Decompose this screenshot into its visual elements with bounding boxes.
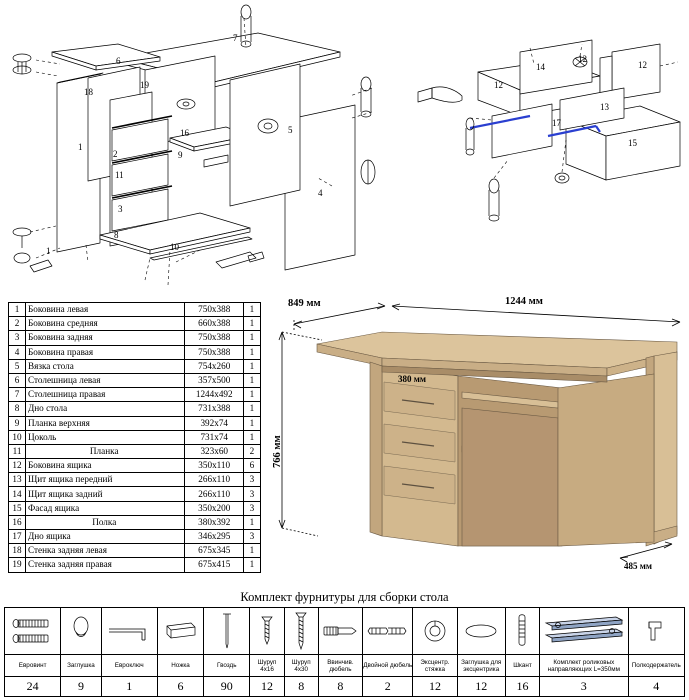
table-row bbox=[9, 430, 261, 444]
kit-item-qty: 9 bbox=[61, 677, 101, 697]
table-row bbox=[9, 373, 261, 387]
dowel-icon bbox=[505, 608, 539, 655]
part-name: Дно стола bbox=[26, 402, 185, 416]
kit-item-name: Заглушка для эксцентрика bbox=[457, 655, 505, 677]
table-row bbox=[9, 530, 261, 544]
dim-bottom-label: 485 мм bbox=[624, 561, 653, 571]
svg-text:12: 12 bbox=[578, 54, 587, 64]
part-size: 350х110 bbox=[185, 459, 243, 473]
svg-text:9: 9 bbox=[178, 150, 183, 160]
kit-item-name: Ввинчив. дюбель bbox=[318, 655, 362, 677]
part-number: 13 bbox=[9, 473, 26, 487]
part-number: 14 bbox=[9, 487, 26, 501]
part-name: Цоколь bbox=[26, 430, 185, 444]
part-number: 1 bbox=[9, 303, 26, 317]
part-qty: 1 bbox=[243, 402, 260, 416]
kit-item-name: Евровинт bbox=[5, 655, 61, 677]
part-qty: 3 bbox=[243, 530, 260, 544]
svg-text:12: 12 bbox=[494, 80, 503, 90]
kit-item-qty: 12 bbox=[457, 677, 505, 697]
part-size: 323х60 bbox=[185, 444, 243, 458]
nail-icon bbox=[204, 608, 250, 655]
svg-text:16: 16 bbox=[180, 128, 189, 138]
finished-desk-illustration bbox=[262, 296, 689, 586]
table-row bbox=[9, 501, 261, 515]
table-row bbox=[9, 459, 261, 473]
part-size: 750х388 bbox=[185, 331, 243, 345]
part-qty: 1 bbox=[243, 388, 260, 402]
svg-text:6: 6 bbox=[116, 56, 121, 66]
svg-text:2: 2 bbox=[113, 149, 118, 159]
part-size: 750х388 bbox=[185, 303, 243, 317]
part-number: 2 bbox=[9, 317, 26, 331]
kit-qty-row bbox=[5, 677, 685, 697]
part-name: Вязка стола bbox=[26, 359, 185, 373]
svg-text:12: 12 bbox=[638, 60, 647, 70]
svg-text:14: 14 bbox=[536, 62, 545, 72]
parts-list-body bbox=[9, 303, 261, 573]
dim-height-label: 766 мм bbox=[272, 435, 283, 468]
svg-text:13: 13 bbox=[600, 102, 609, 112]
table-row bbox=[9, 558, 261, 572]
table-row bbox=[9, 444, 261, 458]
kit-item-name: Шкант bbox=[505, 655, 539, 677]
part-number: 9 bbox=[9, 416, 26, 430]
part-size: 350х200 bbox=[185, 501, 243, 515]
kit-item-name: Ножка bbox=[157, 655, 203, 677]
svg-text:17: 17 bbox=[552, 118, 561, 128]
table-row bbox=[9, 416, 261, 430]
table-row bbox=[9, 317, 261, 331]
dim-width-total-label: 1244 мм bbox=[505, 296, 543, 307]
table-row bbox=[9, 303, 261, 317]
part-size: 660х388 bbox=[185, 317, 243, 331]
kit-item-name: Полкодержатель bbox=[628, 655, 684, 677]
part-size: 380х392 bbox=[185, 515, 243, 529]
kit-item-qty: 12 bbox=[413, 677, 457, 697]
kit-item-name: Шуруп 4х30 bbox=[284, 655, 318, 677]
svg-text:5: 5 bbox=[288, 125, 293, 135]
part-qty: 2 bbox=[243, 444, 260, 458]
part-name: Столешница левая bbox=[26, 373, 185, 387]
part-size: 675х345 bbox=[185, 544, 243, 558]
table-row bbox=[9, 388, 261, 402]
exploded-assembly-diagrams bbox=[0, 0, 689, 295]
part-name: Боковина правая bbox=[26, 345, 185, 359]
part-name: Щит ящика передний bbox=[26, 473, 185, 487]
part-name: Планка верхняя bbox=[26, 416, 185, 430]
part-qty: 1 bbox=[243, 303, 260, 317]
part-number: 16 bbox=[9, 515, 26, 529]
svg-text:7: 7 bbox=[233, 33, 238, 43]
screw-in-dowel-icon bbox=[318, 608, 362, 655]
part-name: Дно ящика bbox=[26, 530, 185, 544]
part-size: 731х74 bbox=[185, 430, 243, 444]
shelf-support-icon bbox=[628, 608, 684, 655]
part-size: 266х110 bbox=[185, 487, 243, 501]
table-row bbox=[9, 402, 261, 416]
part-qty: 3 bbox=[243, 473, 260, 487]
part-qty: 1 bbox=[243, 416, 260, 430]
kit-item-qty: 16 bbox=[505, 677, 539, 697]
screw-4x16-icon bbox=[250, 608, 284, 655]
parts-list-table bbox=[8, 302, 261, 573]
part-name: Боковина средняя bbox=[26, 317, 185, 331]
table-row bbox=[9, 544, 261, 558]
allen-key-icon bbox=[101, 608, 157, 655]
part-qty: 1 bbox=[243, 558, 260, 572]
part-name: Боковина левая bbox=[26, 303, 185, 317]
svg-text:18: 18 bbox=[84, 87, 93, 97]
part-number: 7 bbox=[9, 388, 26, 402]
part-name: Планка bbox=[26, 444, 185, 458]
part-qty: 1 bbox=[243, 544, 260, 558]
kit-item-name: Заглушка bbox=[61, 655, 101, 677]
part-number: 11 bbox=[9, 444, 26, 458]
kit-item-qty: 1 bbox=[101, 677, 157, 697]
table-row bbox=[9, 515, 261, 529]
part-number: 17 bbox=[9, 530, 26, 544]
cabinet-exploded-view bbox=[0, 0, 689, 295]
kit-item-qty: 4 bbox=[628, 677, 684, 697]
svg-text:3: 3 bbox=[118, 204, 123, 214]
kit-item-name: Гвоздь bbox=[204, 655, 250, 677]
part-qty: 1 bbox=[243, 359, 260, 373]
part-size: 392х74 bbox=[185, 416, 243, 430]
cap-icon bbox=[61, 608, 101, 655]
part-size: 1244х492 bbox=[185, 388, 243, 402]
kit-item-qty: 12 bbox=[250, 677, 284, 697]
part-number: 8 bbox=[9, 402, 26, 416]
part-name: Щит ящика задний bbox=[26, 487, 185, 501]
hardware-kit-title: Комплект фурнитуры для сборки стола bbox=[240, 590, 449, 604]
part-number: 6 bbox=[9, 373, 26, 387]
part-number: 10 bbox=[9, 430, 26, 444]
kit-item-qty: 8 bbox=[284, 677, 318, 697]
kit-item-qty: 3 bbox=[540, 677, 629, 697]
part-name: Полка bbox=[26, 515, 185, 529]
foot-icon bbox=[157, 608, 203, 655]
table-row bbox=[9, 487, 261, 501]
dim-depth-left-label: 849 мм bbox=[288, 298, 321, 309]
part-size: 266х110 bbox=[185, 473, 243, 487]
svg-text:15: 15 bbox=[628, 138, 637, 148]
table-row bbox=[9, 473, 261, 487]
svg-text:11: 11 bbox=[115, 170, 124, 180]
part-number: 12 bbox=[9, 459, 26, 473]
kit-item-name: Евроключ bbox=[101, 655, 157, 677]
part-number: 5 bbox=[9, 359, 26, 373]
part-number: 15 bbox=[9, 501, 26, 515]
part-name: Стенка задняя правая bbox=[26, 558, 185, 572]
svg-text:19: 19 bbox=[140, 80, 149, 90]
svg-text:4: 4 bbox=[318, 188, 323, 198]
double-dowel-icon bbox=[363, 608, 413, 655]
table-row bbox=[9, 359, 261, 373]
svg-text:8: 8 bbox=[114, 230, 119, 240]
kit-item-name: Двойной дюбель bbox=[363, 655, 413, 677]
part-name: Столешница правая bbox=[26, 388, 185, 402]
kit-item-qty: 90 bbox=[204, 677, 250, 697]
part-qty: 1 bbox=[243, 317, 260, 331]
kit-icons-row bbox=[5, 608, 685, 655]
screw-4x30-icon bbox=[284, 608, 318, 655]
part-qty: 1 bbox=[243, 515, 260, 529]
kit-item-name: Комплект роликовых направляющих L=350мм bbox=[540, 655, 629, 677]
part-name: Боковина ящика bbox=[26, 459, 185, 473]
part-size: 675х415 bbox=[185, 558, 243, 572]
part-name: Стенка задняя левая bbox=[26, 544, 185, 558]
svg-text:1: 1 bbox=[78, 142, 83, 152]
kit-item-name: Эксцентр. стяжка bbox=[413, 655, 457, 677]
part-number: 19 bbox=[9, 558, 26, 572]
table-row bbox=[9, 345, 261, 359]
kit-names-row bbox=[5, 655, 685, 677]
part-number: 4 bbox=[9, 345, 26, 359]
part-size: 346х295 bbox=[185, 530, 243, 544]
kit-item-qty: 8 bbox=[318, 677, 362, 697]
table-row bbox=[9, 331, 261, 345]
svg-text:1: 1 bbox=[46, 246, 51, 256]
kit-item-name: Шуруп 4х16 bbox=[250, 655, 284, 677]
part-size: 750х388 bbox=[185, 345, 243, 359]
part-size: 731х388 bbox=[185, 402, 243, 416]
part-qty: 1 bbox=[243, 430, 260, 444]
part-qty: 1 bbox=[243, 373, 260, 387]
part-number: 18 bbox=[9, 544, 26, 558]
kit-item-qty: 6 bbox=[157, 677, 203, 697]
cam-lock-icon bbox=[413, 608, 457, 655]
part-number: 3 bbox=[9, 331, 26, 345]
part-size: 754х260 bbox=[185, 359, 243, 373]
part-qty: 1 bbox=[243, 331, 260, 345]
dim-shelf-label: 380 мм bbox=[398, 374, 427, 384]
euro-screw-icon bbox=[5, 608, 61, 655]
kit-item-qty: 24 bbox=[5, 677, 61, 697]
part-name: Боковина задняя bbox=[26, 331, 185, 345]
desk-3d-drawing bbox=[262, 296, 689, 586]
part-qty: 1 bbox=[243, 345, 260, 359]
part-size: 357х500 bbox=[185, 373, 243, 387]
part-qty: 3 bbox=[243, 487, 260, 501]
kit-item-qty: 2 bbox=[363, 677, 413, 697]
part-qty: 3 bbox=[243, 501, 260, 515]
svg-text:10: 10 bbox=[170, 242, 179, 252]
slide-rail-icon bbox=[540, 608, 629, 655]
hardware-kit-table bbox=[4, 607, 685, 697]
part-qty: 6 bbox=[243, 459, 260, 473]
part-name: Фасад ящика bbox=[26, 501, 185, 515]
cam-cap-icon bbox=[457, 608, 505, 655]
